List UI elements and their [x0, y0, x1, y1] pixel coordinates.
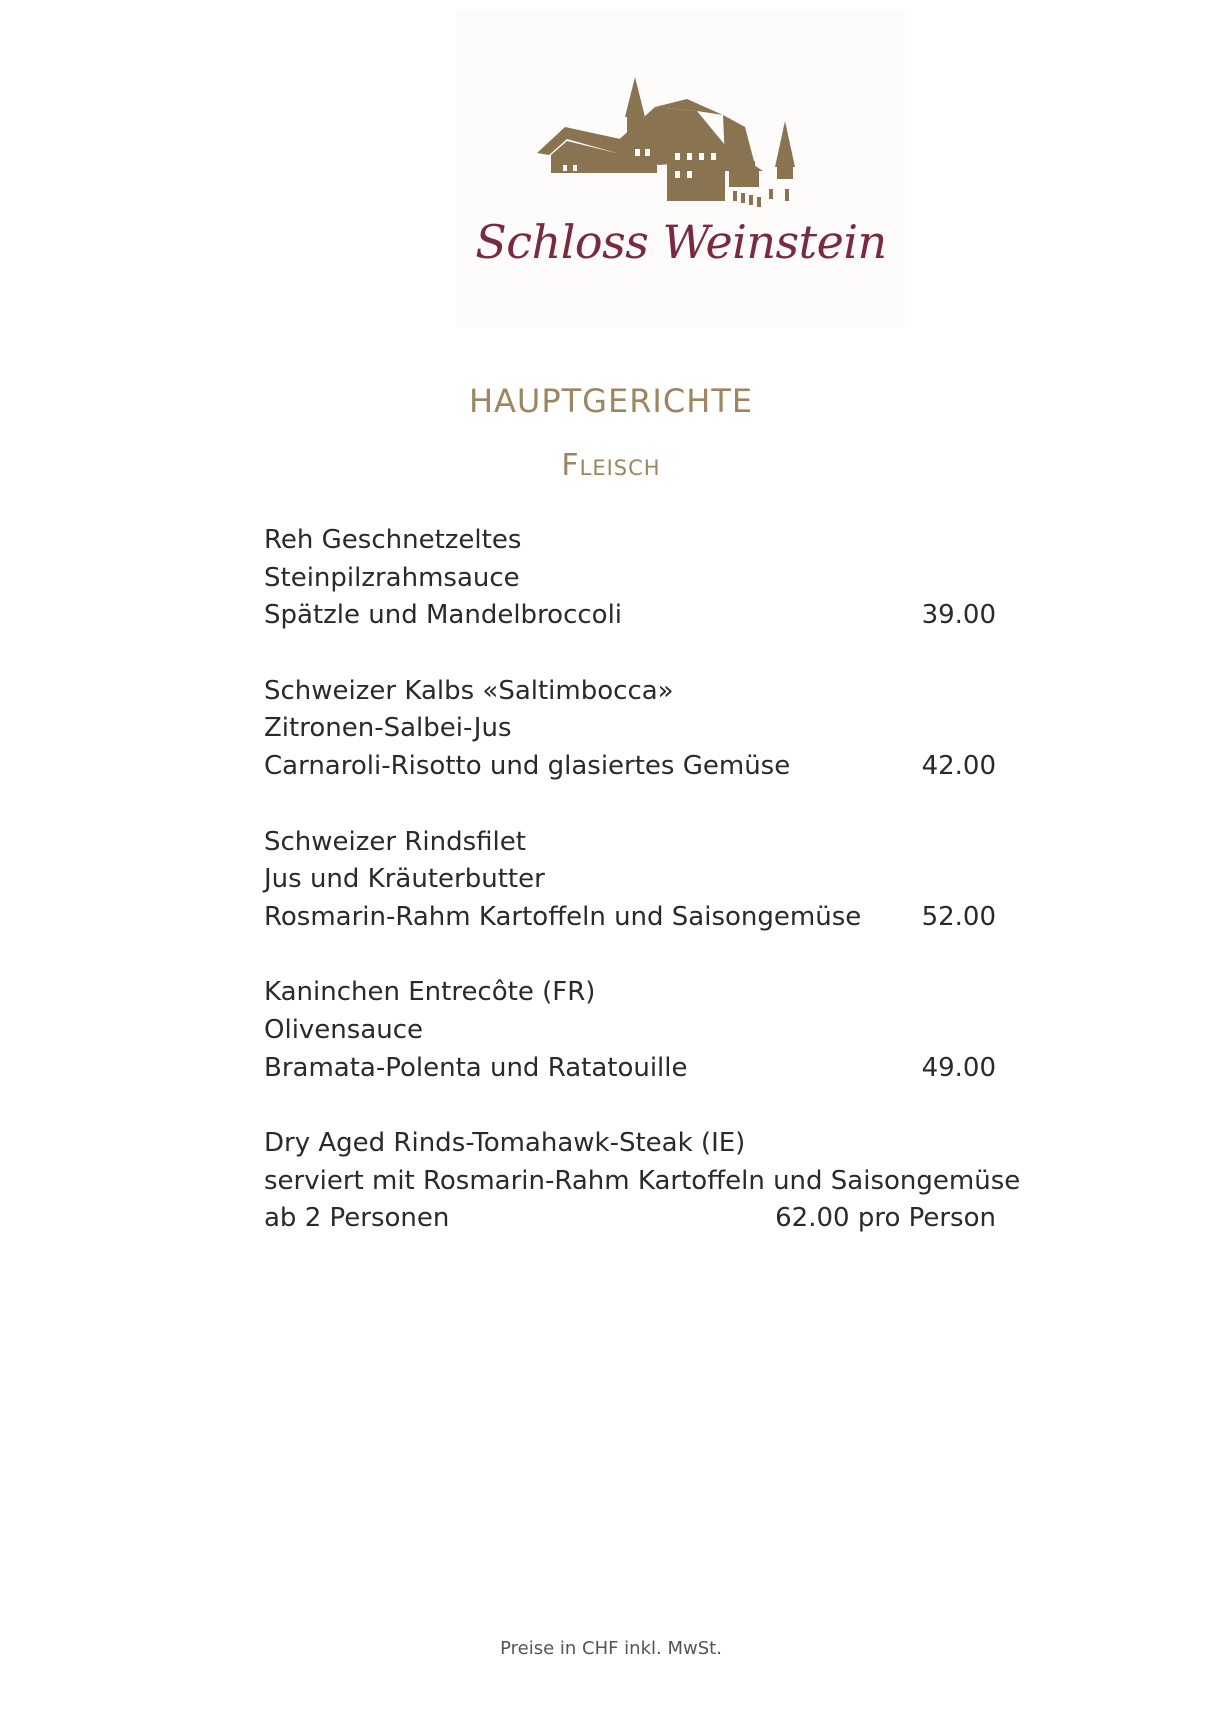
dish-name: Dry Aged Rinds-Tomahawk-Steak (IE) — [264, 1128, 746, 1158]
dish-price: 49.00 — [921, 1052, 996, 1083]
dish-price: 39.00 — [921, 600, 996, 631]
menu-item — [264, 974, 1044, 1087]
dish-description: serviert mit Rosmarin-Rahm Kartoffeln und Saisongemüse — [264, 1165, 1021, 1196]
dish-side-text: Spätzle und Mandelbroccoli — [264, 600, 623, 631]
menu-item — [264, 673, 1044, 786]
dish-side-text: Bramata-Polenta und Ratatouille — [264, 1052, 688, 1083]
dish-serving-text: ab 2 Personen — [264, 1203, 450, 1234]
dish-serving — [264, 1200, 1044, 1238]
dish-price: 42.00 — [921, 751, 996, 782]
dish-name: Schweizer Kalbs «Saltimbocca» — [264, 675, 674, 706]
dish-sauce: Zitronen-Salbei-Jus — [264, 713, 512, 744]
dish-price: 52.00 — [921, 901, 996, 932]
menu-item — [264, 522, 1044, 635]
menu-item — [264, 824, 1044, 937]
dish-side-text: Rosmarin-Rahm Kartoffeln und Saisongemüse — [264, 901, 862, 932]
price-note: Preise in CHF inkl. MwSt. — [500, 1638, 722, 1659]
logo-text: Schloss Weinstein — [475, 215, 887, 269]
dish-side — [264, 899, 1044, 937]
page-title: HAUPTGERICHTE — [468, 382, 754, 420]
dish-side-text: Carnaroli-Risotto und glasiertes Gemüse — [264, 751, 791, 782]
dish-sauce: Steinpilzrahmsauce — [264, 562, 520, 593]
dish-price: 62.00 pro Person — [775, 1203, 996, 1234]
menu-item — [264, 1125, 1044, 1238]
logo — [457, 10, 905, 328]
section-title: Fleisch — [561, 448, 661, 483]
castle-icon — [537, 65, 837, 225]
dish-name: Reh Geschnetzeltes — [264, 525, 522, 555]
dish-side — [264, 748, 1044, 786]
dish-sauce: Jus und Kräuterbutter — [264, 864, 545, 895]
dish-sauce: Olivensauce — [264, 1014, 424, 1045]
menu-list — [264, 522, 1044, 1276]
dish-side — [264, 597, 1044, 635]
dish-name: Schweizer Rindsfilet — [264, 826, 526, 857]
dish-name: Kaninchen Entrecôte (FR) — [264, 977, 596, 1008]
dish-side — [264, 1050, 1044, 1088]
